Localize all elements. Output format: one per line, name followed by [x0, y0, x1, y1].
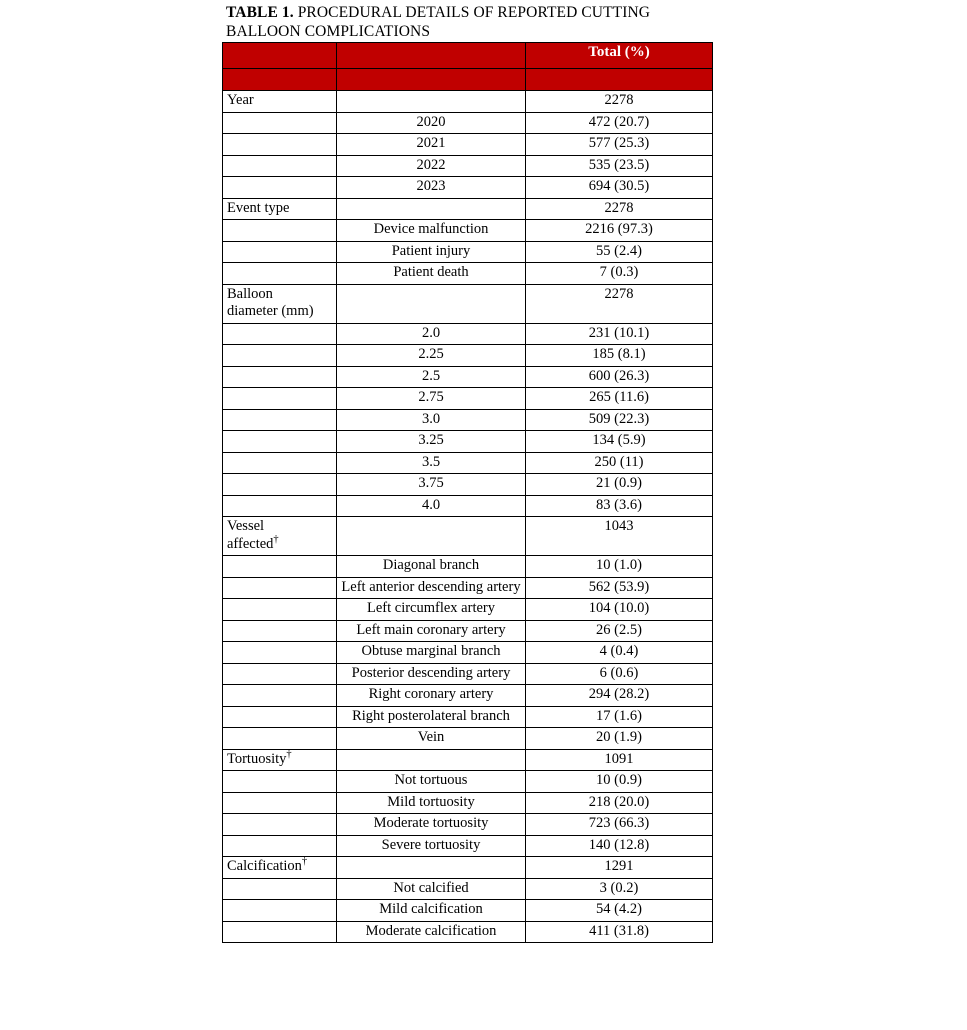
table-row [223, 452, 713, 474]
row-category-cell [223, 900, 337, 922]
dagger-footnote-marker: † [286, 748, 292, 760]
row-category-cell [223, 577, 337, 599]
table-header-blank-row [223, 69, 713, 91]
row-category-cell [223, 177, 337, 199]
row-category-cell [223, 728, 337, 750]
row-subcategory-cell: Severe tortuosity [337, 835, 526, 857]
row-subcategory-cell: 3.5 [337, 452, 526, 474]
row-subcategory-cell: 4.0 [337, 495, 526, 517]
table-row [223, 177, 713, 199]
header-blank-cell-2 [337, 69, 526, 91]
row-total-cell: 104 (10.0) [526, 599, 713, 621]
table-row [223, 517, 713, 556]
row-category-cell [223, 792, 337, 814]
row-subcategory-cell [337, 91, 526, 113]
row-category-cell [223, 685, 337, 707]
row-category-cell [223, 921, 337, 943]
row-category-cell [223, 642, 337, 664]
row-subcategory-cell [337, 284, 526, 323]
header-blank-cell-3 [526, 69, 713, 91]
header-blank-cell-1 [223, 69, 337, 91]
row-category-label: Calcification† [227, 856, 308, 874]
row-total-cell: 1291 [526, 857, 713, 879]
row-subcategory-cell: 2023 [337, 177, 526, 199]
row-subcategory-cell: Right coronary artery [337, 685, 526, 707]
row-total-cell: 26 (2.5) [526, 620, 713, 642]
row-category-label: Tortuosity† [227, 748, 292, 767]
table-row [223, 263, 713, 285]
table-row [223, 663, 713, 685]
row-total-cell: 218 (20.0) [526, 792, 713, 814]
row-category-cell [223, 220, 337, 242]
row-subcategory-cell: 3.0 [337, 409, 526, 431]
row-total-cell: 6 (0.6) [526, 663, 713, 685]
table-row [223, 284, 713, 323]
header-cell-category [223, 43, 337, 69]
row-subcategory-cell: 2.75 [337, 388, 526, 410]
table-caption-label: TABLE 1. [226, 4, 294, 21]
table-header [223, 43, 713, 91]
table-row [223, 220, 713, 242]
row-total-cell: 723 (66.3) [526, 814, 713, 836]
row-category-cell [223, 241, 337, 263]
table-row [223, 556, 713, 578]
row-total-cell: 472 (20.7) [526, 112, 713, 134]
row-subcategory-cell: 3.75 [337, 474, 526, 496]
row-category-cell [223, 835, 337, 857]
row-category-cell [223, 599, 337, 621]
table-row [223, 642, 713, 664]
row-category-label: Balloon diameter (mm) [227, 285, 314, 319]
row-subcategory-cell: Right posterolateral branch [337, 706, 526, 728]
row-total-cell: 562 (53.9) [526, 577, 713, 599]
row-category-cell [223, 263, 337, 285]
table-row [223, 431, 713, 453]
row-category-cell [223, 409, 337, 431]
row-total-cell: 250 (11) [526, 452, 713, 474]
table-row [223, 345, 713, 367]
row-subcategory-cell: 2.25 [337, 345, 526, 367]
row-category-cell [223, 749, 337, 771]
row-subcategory-cell: 2.0 [337, 323, 526, 345]
table-row [223, 921, 713, 943]
row-subcategory-cell: Mild tortuosity [337, 792, 526, 814]
row-category-cell [223, 474, 337, 496]
row-category-cell [223, 663, 337, 685]
row-category-cell [223, 91, 337, 113]
row-total-cell: 411 (31.8) [526, 921, 713, 943]
row-category-cell [223, 134, 337, 156]
row-total-cell: 17 (1.6) [526, 706, 713, 728]
row-total-cell: 55 (2.4) [526, 241, 713, 263]
row-subcategory-cell: Left main coronary artery [337, 620, 526, 642]
row-total-cell: 10 (0.9) [526, 771, 713, 793]
row-category-cell [223, 857, 337, 879]
row-category-cell [223, 556, 337, 578]
table-row [223, 620, 713, 642]
row-category-cell [223, 517, 337, 556]
row-subcategory-cell: Not calcified [337, 878, 526, 900]
row-subcategory-cell: Posterior descending artery [337, 663, 526, 685]
row-subcategory-cell [337, 749, 526, 771]
table-row [223, 599, 713, 621]
table-row [223, 749, 713, 771]
table-row [223, 814, 713, 836]
row-subcategory-cell: Moderate calcification [337, 921, 526, 943]
procedural-details-table [222, 42, 713, 943]
row-category-cell [223, 431, 337, 453]
table-row [223, 706, 713, 728]
table-row [223, 728, 713, 750]
row-subcategory-cell: 2021 [337, 134, 526, 156]
table-row [223, 577, 713, 599]
table-row [223, 857, 713, 879]
dagger-footnote-marker: † [273, 533, 279, 545]
row-category-cell [223, 814, 337, 836]
header-cell-subcategory [337, 43, 526, 69]
table-row [223, 91, 713, 113]
row-total-cell: 3 (0.2) [526, 878, 713, 900]
row-subcategory-cell: Not tortuous [337, 771, 526, 793]
row-category-cell [223, 878, 337, 900]
row-total-cell: 83 (3.6) [526, 495, 713, 517]
table-header-row [223, 43, 713, 69]
row-total-cell: 600 (26.3) [526, 366, 713, 388]
table-row [223, 685, 713, 707]
row-total-cell: 185 (8.1) [526, 345, 713, 367]
row-total-cell: 2278 [526, 198, 713, 220]
table-row [223, 155, 713, 177]
row-category-cell [223, 366, 337, 388]
row-category-cell [223, 495, 337, 517]
table-container [222, 42, 712, 943]
row-subcategory-cell: Obtuse marginal branch [337, 642, 526, 664]
table-row [223, 366, 713, 388]
row-total-cell: 577 (25.3) [526, 134, 713, 156]
row-subcategory-cell: Mild calcification [337, 900, 526, 922]
row-subcategory-cell: Moderate tortuosity [337, 814, 526, 836]
table-row [223, 409, 713, 431]
row-total-cell: 20 (1.9) [526, 728, 713, 750]
row-total-cell: 294 (28.2) [526, 685, 713, 707]
table-row [223, 198, 713, 220]
table-caption [226, 3, 696, 41]
table-body [223, 91, 713, 943]
row-total-cell: 10 (1.0) [526, 556, 713, 578]
row-subcategory-cell: Patient injury [337, 241, 526, 263]
row-category-cell [223, 706, 337, 728]
row-category-label: Event type [227, 199, 290, 216]
row-total-cell: 2278 [526, 284, 713, 323]
table-row [223, 771, 713, 793]
row-subcategory-cell [337, 198, 526, 220]
row-subcategory-cell: Device malfunction [337, 220, 526, 242]
table-row [223, 474, 713, 496]
row-category-cell [223, 155, 337, 177]
row-category-cell [223, 198, 337, 220]
row-category-cell [223, 452, 337, 474]
row-category-cell [223, 771, 337, 793]
table-row [223, 388, 713, 410]
row-total-cell: 265 (11.6) [526, 388, 713, 410]
table-row [223, 900, 713, 922]
row-total-cell: 2216 (97.3) [526, 220, 713, 242]
row-total-cell: 7 (0.3) [526, 263, 713, 285]
header-cell-total: Total (%) [526, 43, 713, 69]
row-subcategory-cell: Vein [337, 728, 526, 750]
table-row [223, 495, 713, 517]
row-category-label: Vessel affected† [227, 518, 279, 552]
row-category-cell [223, 345, 337, 367]
row-category-cell [223, 323, 337, 345]
row-total-cell: 509 (22.3) [526, 409, 713, 431]
row-total-cell: 4 (0.4) [526, 642, 713, 664]
row-subcategory-cell [337, 857, 526, 879]
table-row [223, 878, 713, 900]
row-subcategory-cell: Left anterior descending artery [337, 577, 526, 599]
row-subcategory-cell: Patient death [337, 263, 526, 285]
row-total-cell: 1091 [526, 749, 713, 771]
row-category-label: Year [227, 92, 254, 108]
row-total-cell: 134 (5.9) [526, 431, 713, 453]
row-category-cell [223, 620, 337, 642]
table-caption-text: PROCEDURAL DETAILS OF REPORTED CUTTING BALLOON COMPLICATIONS [226, 4, 651, 40]
row-total-cell: 140 (12.8) [526, 835, 713, 857]
row-total-cell: 54 (4.2) [526, 900, 713, 922]
row-total-cell: 231 (10.1) [526, 323, 713, 345]
row-subcategory-cell: 2020 [337, 112, 526, 134]
table-row [223, 835, 713, 857]
table-row [223, 323, 713, 345]
row-subcategory-cell: 2.5 [337, 366, 526, 388]
table-row [223, 112, 713, 134]
row-total-cell: 2278 [526, 91, 713, 113]
row-subcategory-cell: Diagonal branch [337, 556, 526, 578]
row-subcategory-cell: 2022 [337, 155, 526, 177]
row-category-cell [223, 284, 337, 323]
row-total-cell: 694 (30.5) [526, 177, 713, 199]
row-category-cell [223, 112, 337, 134]
table-row [223, 241, 713, 263]
row-subcategory-cell [337, 517, 526, 556]
table-row [223, 792, 713, 814]
row-total-cell: 1043 [526, 517, 713, 556]
row-subcategory-cell: Left circumflex artery [337, 599, 526, 621]
dagger-footnote-marker: † [301, 856, 308, 868]
table-row [223, 134, 713, 156]
row-total-cell: 535 (23.5) [526, 155, 713, 177]
row-subcategory-cell: 3.25 [337, 431, 526, 453]
row-total-cell: 21 (0.9) [526, 474, 713, 496]
row-category-cell [223, 388, 337, 410]
